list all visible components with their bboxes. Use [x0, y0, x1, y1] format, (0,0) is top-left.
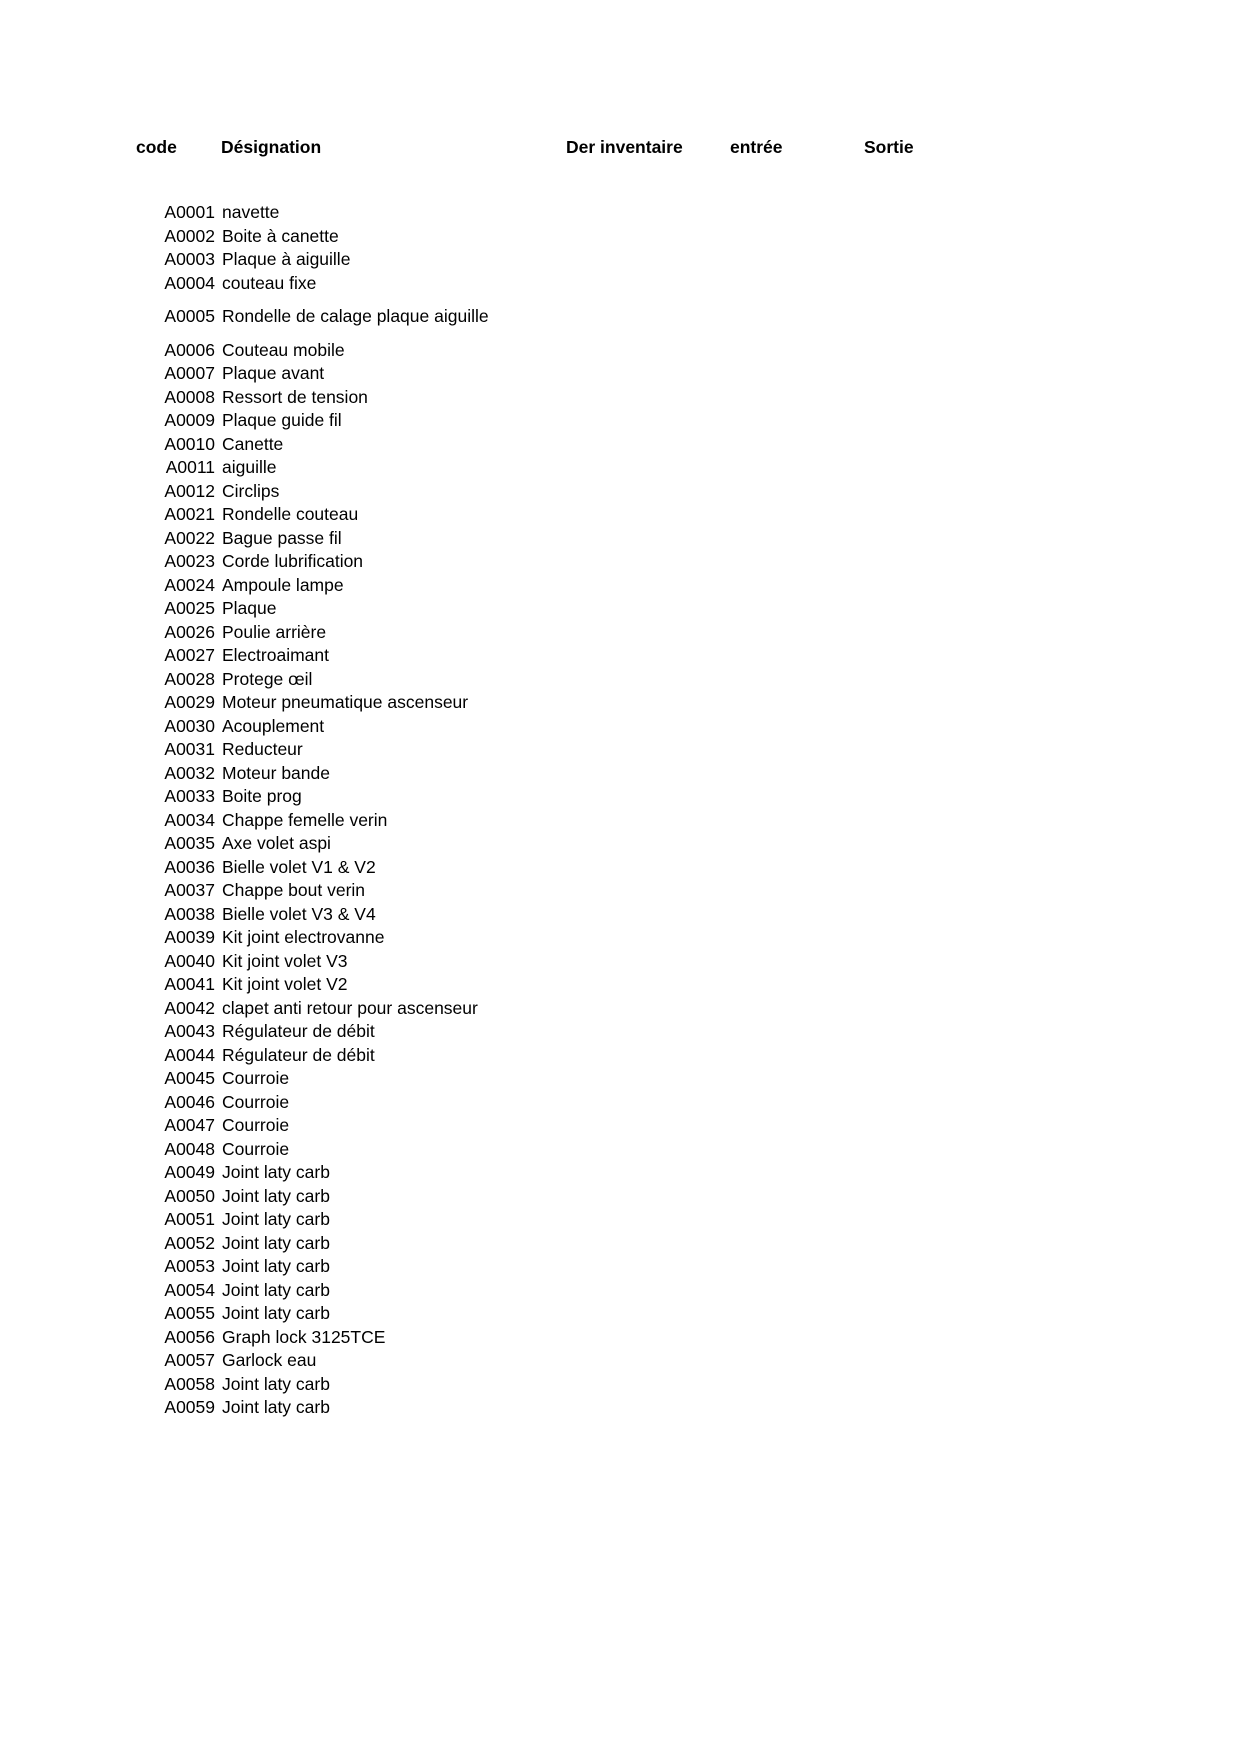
row-code: A0043 — [164, 1021, 215, 1041]
table-row[interactable] — [0, 879, 1241, 903]
row-designation: Graph lock 3125TCE — [222, 1326, 386, 1347]
row-designation: Plaque — [222, 598, 277, 618]
row-code: A0036 — [164, 856, 215, 877]
row-designation: Moteur pneumatique ascenseur — [222, 692, 469, 712]
row-code: A0049 — [164, 1162, 215, 1182]
row-code: A0027 — [164, 645, 215, 665]
table-row[interactable] — [0, 1208, 1241, 1232]
row-designation: Kit joint electrovanne — [222, 927, 385, 947]
row-designation: Chappe bout verin — [222, 880, 366, 900]
table-row[interactable] — [0, 339, 1241, 363]
table-row[interactable] — [0, 926, 1241, 950]
table-row[interactable] — [0, 597, 1241, 621]
row-designation: Joint laty carb — [222, 1209, 330, 1229]
row-designation: Moteur bande — [222, 762, 330, 783]
table-row[interactable] — [0, 668, 1241, 692]
row-designation: Kit joint volet V3 — [222, 950, 348, 971]
row-code: A0006 — [164, 339, 215, 360]
row-designation: Plaque avant — [222, 363, 325, 383]
row-designation: Ampoule lampe — [222, 574, 344, 595]
table-row[interactable] — [0, 644, 1241, 668]
row-designation: Boite prog — [222, 786, 302, 806]
row-code: A0056 — [164, 1326, 215, 1347]
row-designation: Joint laty carb — [222, 1232, 330, 1253]
row-code: A0028 — [164, 668, 215, 689]
row-code: A0011 — [165, 457, 215, 477]
row-designation: Courroie — [222, 1068, 290, 1088]
table-row[interactable] — [0, 621, 1241, 645]
row-designation: navette — [222, 202, 280, 222]
row-designation: Canette — [222, 433, 284, 454]
row-code: A0055 — [164, 1303, 215, 1323]
row-code: A0029 — [164, 692, 215, 712]
row-designation: Joint laty carb — [222, 1303, 330, 1323]
table-row[interactable] — [0, 973, 1241, 997]
column-header-der-inventaire: Der inventaire — [566, 137, 683, 157]
row-code: A0039 — [164, 927, 215, 947]
row-designation: Régulateur de débit — [222, 1044, 375, 1065]
row-designation: Courroie — [222, 1091, 290, 1112]
row-code: A0046 — [164, 1091, 215, 1112]
row-designation: Bague passe fil — [222, 527, 342, 548]
row-code: A0037 — [164, 880, 215, 900]
table-row[interactable] — [0, 809, 1241, 833]
table-row[interactable] — [0, 785, 1241, 809]
row-code: A0035 — [164, 833, 215, 853]
row-designation: Protege œil — [222, 668, 313, 689]
row-designation: Boite à canette — [222, 225, 339, 246]
row-designation: couteau fixe — [222, 272, 317, 293]
row-designation: Chappe femelle verin — [222, 809, 388, 830]
table-row[interactable] — [0, 1091, 1241, 1115]
row-designation: Corde lubrification — [222, 551, 364, 571]
row-designation: aiguille — [222, 457, 277, 477]
table-row[interactable] — [0, 1114, 1241, 1138]
row-code: A0004 — [164, 272, 215, 293]
row-code: A0001 — [164, 202, 215, 222]
column-header-code: code — [136, 137, 177, 157]
table-row[interactable] — [0, 409, 1241, 433]
row-designation: Joint laty carb — [222, 1162, 330, 1182]
table-row[interactable] — [0, 715, 1241, 739]
row-code: A0024 — [164, 574, 215, 595]
table-row[interactable] — [0, 1232, 1241, 1256]
table-row[interactable] — [0, 1067, 1241, 1091]
table-row[interactable] — [0, 738, 1241, 762]
table-row[interactable] — [0, 272, 1241, 296]
table-row[interactable] — [0, 248, 1241, 272]
table-row[interactable] — [0, 691, 1241, 715]
row-designation: Bielle volet V3 & V4 — [222, 903, 376, 924]
row-code: A0003 — [164, 249, 215, 269]
row-code: A0032 — [164, 762, 215, 783]
table-row[interactable] — [0, 1020, 1241, 1044]
row-designation: Courroie — [222, 1115, 290, 1135]
row-designation: Bielle volet V1 & V2 — [222, 856, 376, 877]
table-row[interactable] — [0, 574, 1241, 598]
table-row[interactable] — [0, 1326, 1241, 1350]
row-code: A0026 — [164, 621, 215, 642]
row-designation: Joint laty carb — [222, 1397, 330, 1417]
row-designation: Electroaimant — [222, 645, 329, 665]
row-designation: Kit joint volet V2 — [222, 974, 348, 994]
table-row[interactable] — [0, 1373, 1241, 1397]
table-row[interactable] — [0, 386, 1241, 410]
row-code: A0042 — [164, 997, 215, 1018]
table-row[interactable] — [0, 201, 1241, 225]
table-row[interactable] — [0, 527, 1241, 551]
row-code: A0012 — [164, 480, 215, 501]
table-row[interactable] — [0, 762, 1241, 786]
row-code: A0053 — [164, 1256, 215, 1276]
row-code: A0054 — [164, 1279, 215, 1300]
table-header-row — [0, 134, 1241, 160]
row-code: A0023 — [164, 551, 215, 571]
row-designation: Plaque à aiguille — [222, 249, 351, 269]
row-designation: Acouplement — [222, 715, 325, 736]
table-row[interactable] — [0, 1185, 1241, 1209]
row-designation: Joint laty carb — [222, 1256, 330, 1276]
row-code: A0009 — [164, 410, 215, 430]
table-row[interactable] — [0, 1396, 1241, 1420]
row-code: A0040 — [164, 950, 215, 971]
row-code: A0010 — [164, 433, 215, 454]
row-code: A0050 — [164, 1185, 215, 1206]
row-designation: Garlock eau — [222, 1350, 317, 1370]
table-row[interactable] — [0, 225, 1241, 249]
row-designation: Joint laty carb — [222, 1279, 330, 1300]
table-row[interactable] — [0, 832, 1241, 856]
row-designation: Joint laty carb — [222, 1373, 330, 1394]
column-header-entree: entrée — [730, 137, 783, 157]
row-code: A0022 — [164, 527, 215, 548]
row-code: A0047 — [164, 1115, 215, 1135]
table-row[interactable] — [0, 503, 1241, 527]
row-code: A0051 — [164, 1209, 215, 1229]
table-row[interactable] — [0, 1161, 1241, 1185]
row-code: A0052 — [164, 1232, 215, 1253]
row-code: A0038 — [164, 903, 215, 924]
table-row[interactable] — [0, 856, 1241, 880]
row-code: A0048 — [164, 1138, 215, 1159]
table-row[interactable] — [0, 1138, 1241, 1162]
row-designation: clapet anti retour pour ascenseur — [222, 997, 478, 1018]
row-code: A0005 — [164, 306, 215, 326]
row-designation: Rondelle couteau — [222, 504, 359, 524]
table-row[interactable] — [0, 1255, 1241, 1279]
row-code: A0002 — [164, 225, 215, 246]
row-code: A0045 — [164, 1068, 215, 1088]
row-code: A0008 — [164, 386, 215, 407]
row-designation: Plaque guide fil — [222, 410, 342, 430]
table-row[interactable] — [0, 362, 1241, 386]
row-code: A0025 — [164, 598, 215, 618]
row-code: A0044 — [164, 1044, 215, 1065]
table-row[interactable] — [0, 903, 1241, 927]
row-designation: Ressort de tension — [222, 386, 368, 407]
row-designation: Rondelle de calage plaque aiguille — [222, 306, 489, 326]
row-designation: Joint laty carb — [222, 1185, 330, 1206]
row-designation: Courroie — [222, 1138, 290, 1159]
table-row[interactable] — [0, 1349, 1241, 1373]
row-code: A0058 — [164, 1373, 215, 1394]
table-row[interactable] — [0, 1302, 1241, 1326]
column-header-designation: Désignation — [221, 137, 322, 157]
row-code: A0059 — [164, 1397, 215, 1417]
row-code: A0007 — [164, 363, 215, 383]
table-row[interactable] — [0, 1279, 1241, 1303]
table-row[interactable] — [0, 433, 1241, 457]
row-code: A0034 — [164, 809, 215, 830]
table-row[interactable] — [0, 456, 1241, 480]
row-code: A0033 — [164, 786, 215, 806]
row-designation: Régulateur de débit — [222, 1021, 375, 1041]
table-row[interactable] — [0, 480, 1241, 504]
table-row[interactable] — [0, 1044, 1241, 1068]
row-designation: Poulie arrière — [222, 621, 327, 642]
inventory-table — [0, 201, 1241, 1420]
row-code: A0031 — [164, 739, 215, 759]
table-row[interactable] — [0, 305, 1241, 329]
row-code: A0021 — [164, 504, 215, 524]
row-designation: Reducteur — [222, 739, 303, 759]
row-designation: Axe volet aspi — [222, 833, 331, 853]
column-header-sortie: Sortie — [864, 137, 914, 157]
row-code: A0041 — [164, 974, 215, 994]
table-row[interactable] — [0, 997, 1241, 1021]
table-row[interactable] — [0, 950, 1241, 974]
row-code: A0030 — [164, 715, 215, 736]
row-designation: Couteau mobile — [222, 339, 345, 360]
row-code: A0057 — [164, 1350, 215, 1370]
table-row[interactable] — [0, 550, 1241, 574]
row-designation: Circlips — [222, 480, 280, 501]
